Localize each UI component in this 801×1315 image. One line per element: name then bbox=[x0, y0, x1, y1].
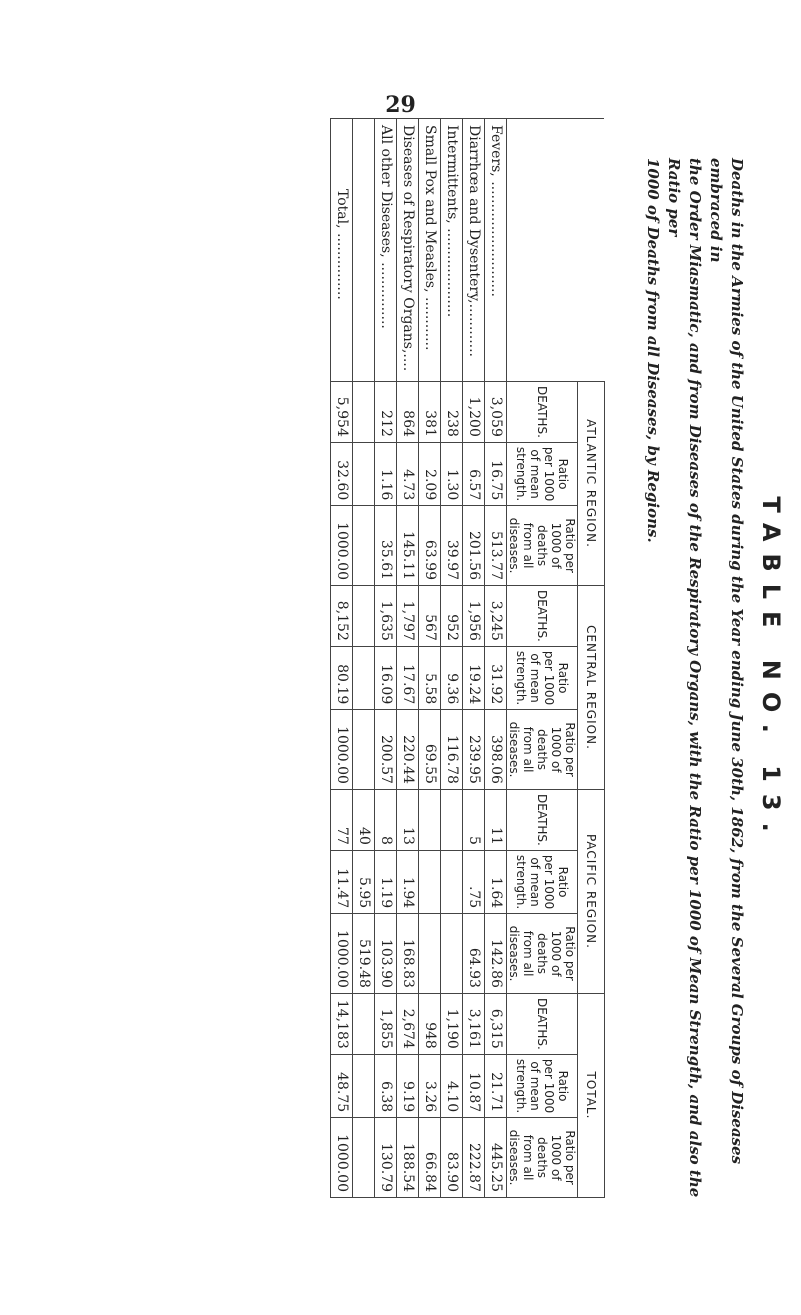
table-row bbox=[485, 119, 507, 1198]
table-cell: 8 bbox=[375, 789, 397, 850]
table-cell: 1,200 bbox=[463, 382, 485, 443]
mortality-table bbox=[330, 118, 605, 1198]
table-row-extra bbox=[353, 119, 375, 1198]
table-cell: 103.90 bbox=[375, 914, 397, 994]
table-cell bbox=[441, 789, 463, 850]
table-cell: 222.87 bbox=[463, 1118, 485, 1198]
table-cell: 40 bbox=[353, 789, 375, 850]
table-cell: 1.64 bbox=[485, 850, 507, 913]
table-cell bbox=[353, 585, 375, 646]
table-cell: 116.78 bbox=[441, 710, 463, 790]
col-deaths-header: DEATHS. bbox=[507, 585, 578, 646]
table-cell: 9.36 bbox=[441, 646, 463, 709]
table-cell: 864 bbox=[397, 382, 419, 443]
table-cell: 4.73 bbox=[397, 442, 419, 505]
table-cell bbox=[353, 442, 375, 505]
table-cell: 69.55 bbox=[419, 710, 441, 790]
table-cell: 1000.00 bbox=[331, 710, 353, 790]
table-cell: 31.92 bbox=[485, 646, 507, 709]
table-cell: 48.75 bbox=[331, 1054, 353, 1117]
table-cell: 3.26 bbox=[419, 1054, 441, 1117]
table-cell: 239.95 bbox=[463, 710, 485, 790]
table-cell: 77 bbox=[331, 789, 353, 850]
table-cell: 1,797 bbox=[397, 585, 419, 646]
table-cell: 64.93 bbox=[463, 914, 485, 994]
row-label: All other Diseases, ............... bbox=[375, 119, 397, 382]
table-cell: 83.90 bbox=[441, 1118, 463, 1198]
table-cell bbox=[353, 1118, 375, 1198]
table-cell: 3,059 bbox=[485, 382, 507, 443]
table-cell: 35.61 bbox=[375, 506, 397, 586]
col-ratio-strength-header: Ratio per 1000 of mean strength. bbox=[507, 646, 578, 709]
table-cell: 220.44 bbox=[397, 710, 419, 790]
table-cell: 14,183 bbox=[331, 993, 353, 1054]
table-cell: 398.06 bbox=[485, 710, 507, 790]
table-cell: 168.83 bbox=[397, 914, 419, 994]
table-cell bbox=[441, 914, 463, 994]
table-heading: TABLE NO. 13. bbox=[757, 496, 785, 844]
table-cell: 66.84 bbox=[419, 1118, 441, 1198]
table-row bbox=[419, 119, 441, 1198]
col-ratio-deaths-header: Ratio per 1000 of deaths from all diseases. bbox=[507, 914, 578, 994]
table-cell: 1.16 bbox=[375, 442, 397, 505]
table-cell: 6,315 bbox=[485, 993, 507, 1054]
table-cell: 6.57 bbox=[463, 442, 485, 505]
table-cell: 519.48 bbox=[353, 914, 375, 994]
table-cell: 2.09 bbox=[419, 442, 441, 505]
table-cell: 201.56 bbox=[463, 506, 485, 586]
col-ratio-strength-header: Ratio per 1000 of mean strength. bbox=[507, 442, 578, 505]
caption-line: 1000 of Deaths from all Diseases, by Regions. bbox=[644, 158, 662, 543]
row-label: Small Pox and Measles, ............ bbox=[419, 119, 441, 382]
table-cell: 8,152 bbox=[331, 585, 353, 646]
row-label: Diarrhœa and Dysentery,............ bbox=[463, 119, 485, 382]
col-ratio-strength-header: Ratio per 1000 of mean strength. bbox=[507, 850, 578, 913]
table-cell: 1000.00 bbox=[331, 914, 353, 994]
disease-column-header bbox=[507, 119, 605, 382]
col-ratio-deaths-header: Ratio per 1000 of deaths from all diseases. bbox=[507, 710, 578, 790]
table-cell: 445.25 bbox=[485, 1118, 507, 1198]
table-cell: 3,245 bbox=[485, 585, 507, 646]
table-cell: 567 bbox=[419, 585, 441, 646]
table-cell bbox=[419, 850, 441, 913]
table-cell: 80.19 bbox=[331, 646, 353, 709]
row-label: Fevers, .......................... bbox=[485, 119, 507, 382]
table-cell: 10.87 bbox=[463, 1054, 485, 1117]
table-cell: 5,954 bbox=[331, 382, 353, 443]
table-cell: 1,635 bbox=[375, 585, 397, 646]
table-cell: 212 bbox=[375, 382, 397, 443]
table-cell: 130.79 bbox=[375, 1118, 397, 1198]
col-deaths-header: DEATHS. bbox=[507, 993, 578, 1054]
table-row-total bbox=[331, 119, 353, 1198]
table-cell: 4.10 bbox=[441, 1054, 463, 1117]
caption-line: Deaths in the Armies of the United States during the Year ending June 30th, 1862, from the Several Groups of Diseases embraced in bbox=[707, 158, 746, 1165]
table-cell: 2,674 bbox=[397, 993, 419, 1054]
table-cell: 238 bbox=[441, 382, 463, 443]
table-cell bbox=[353, 382, 375, 443]
col-deaths-header: DEATHS. bbox=[507, 789, 578, 850]
table-cell: 1,855 bbox=[375, 993, 397, 1054]
table-cell bbox=[419, 789, 441, 850]
col-ratio-deaths-header: Ratio per 1000 of deaths from all diseases. bbox=[507, 1118, 578, 1198]
table-cell: 16.09 bbox=[375, 646, 397, 709]
table-cell: 1000.00 bbox=[331, 506, 353, 586]
table-cell: 5.95 bbox=[353, 850, 375, 913]
caption-line: the Order Miasmatic, and from Diseases of the Respiratory Organs, with the Ratio per 1000 of Mean Strength, and also the Ratio per bbox=[665, 158, 704, 1198]
table-cell: 1.30 bbox=[441, 442, 463, 505]
table-row bbox=[375, 119, 397, 1198]
table-cell: 1,956 bbox=[463, 585, 485, 646]
table-cell: 1,190 bbox=[441, 993, 463, 1054]
table-cell: 19.24 bbox=[463, 646, 485, 709]
row-label bbox=[353, 119, 375, 382]
table-cell: 21.71 bbox=[485, 1054, 507, 1117]
row-label: Diseases of Respiratory Organs,.... bbox=[397, 119, 419, 382]
col-ratio-deaths-header: Ratio per 1000 of deaths from all diseases. bbox=[507, 506, 578, 586]
table-cell bbox=[419, 914, 441, 994]
table-row bbox=[441, 119, 463, 1198]
region-header-pacific: PACIFIC REGION. bbox=[578, 789, 605, 993]
table-cell bbox=[353, 993, 375, 1054]
table-cell: 9.19 bbox=[397, 1054, 419, 1117]
table-cell: 11.47 bbox=[331, 850, 353, 913]
region-header-central: CENTRAL REGION. bbox=[578, 585, 605, 789]
table-cell bbox=[353, 646, 375, 709]
table-cell: 32.60 bbox=[331, 442, 353, 505]
table-cell: 142.86 bbox=[485, 914, 507, 994]
table-cell bbox=[441, 850, 463, 913]
col-deaths-header: DEATHS. bbox=[507, 382, 578, 443]
table-cell: 5 bbox=[463, 789, 485, 850]
table-cell: 513.77 bbox=[485, 506, 507, 586]
page-number: 29 bbox=[385, 92, 416, 118]
table-cell: 63.99 bbox=[419, 506, 441, 586]
table-cell: 188.54 bbox=[397, 1118, 419, 1198]
col-ratio-strength-header: Ratio per 1000 of mean strength. bbox=[507, 1054, 578, 1117]
table-cell bbox=[353, 710, 375, 790]
table-cell: 1000.00 bbox=[331, 1118, 353, 1198]
table-cell: 948 bbox=[419, 993, 441, 1054]
table-row bbox=[397, 119, 419, 1198]
table-cell bbox=[353, 1054, 375, 1117]
table-cell: 39.97 bbox=[441, 506, 463, 586]
rotated-table-frame bbox=[115, 110, 785, 1230]
table-cell: 381 bbox=[419, 382, 441, 443]
table-cell: 5.58 bbox=[419, 646, 441, 709]
table-cell: 952 bbox=[441, 585, 463, 646]
table-cell: 13 bbox=[397, 789, 419, 850]
table-cell: 200.57 bbox=[375, 710, 397, 790]
row-label: Intermittents, .................... bbox=[441, 119, 463, 382]
table-cell: .75 bbox=[463, 850, 485, 913]
table-cell: 17.67 bbox=[397, 646, 419, 709]
table-cell: 145.11 bbox=[397, 506, 419, 586]
table-caption bbox=[642, 158, 747, 1228]
table-cell bbox=[353, 506, 375, 586]
table-cell: 1.19 bbox=[375, 850, 397, 913]
table-cell: 1.94 bbox=[397, 850, 419, 913]
table-cell: 6.38 bbox=[375, 1054, 397, 1117]
table-cell: 3,161 bbox=[463, 993, 485, 1054]
table-cell: 11 bbox=[485, 789, 507, 850]
row-label: Total, ............... bbox=[331, 119, 353, 382]
region-header-total: TOTAL. bbox=[578, 993, 605, 1197]
table-body bbox=[331, 119, 507, 1198]
table-cell: 16.75 bbox=[485, 442, 507, 505]
table-row bbox=[463, 119, 485, 1198]
region-header-atlantic: ATLANTIC REGION. bbox=[578, 382, 605, 586]
